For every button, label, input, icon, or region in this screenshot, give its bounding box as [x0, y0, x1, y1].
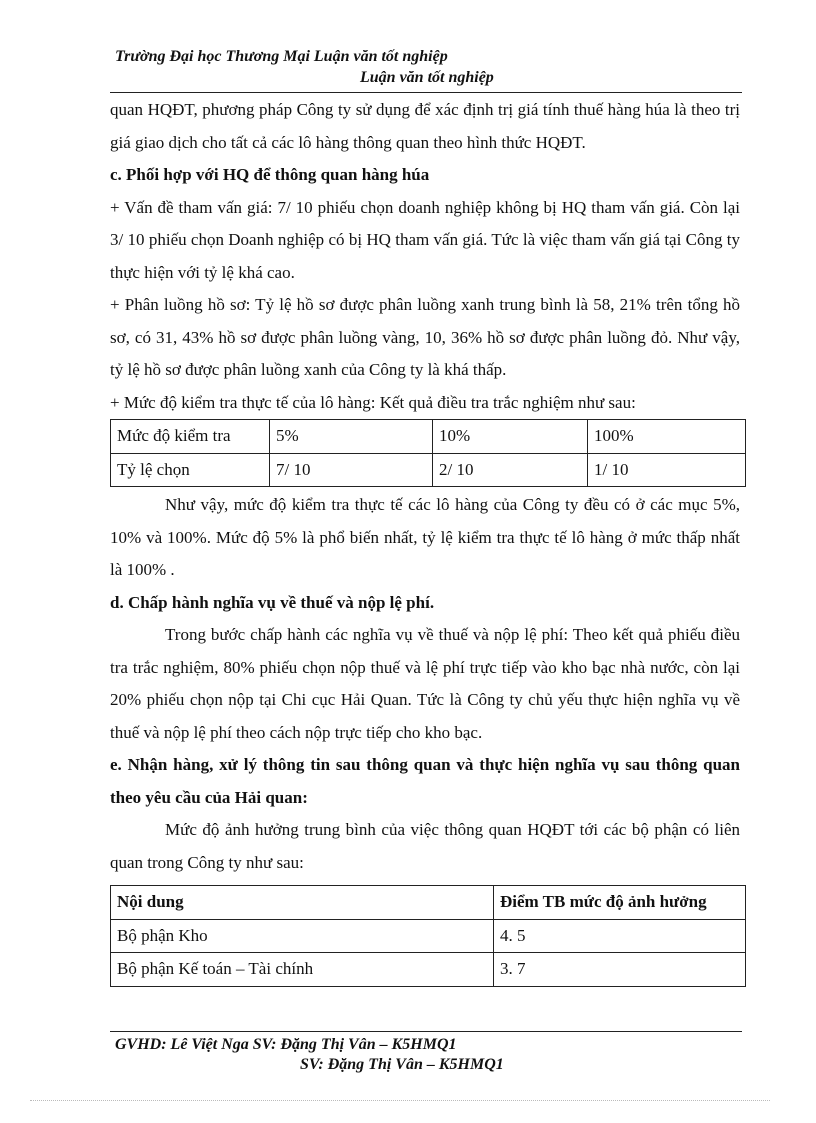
table-row	[111, 420, 746, 454]
page-bottom-divider	[30, 1100, 770, 1101]
impact-table	[110, 885, 746, 987]
paragraph-document-channeling: + Phân luồng hồ sơ: Tỷ lệ hồ sơ được phân luồng xanh trung bình là 58, 21% trên tổng hồ sơ, có 31, 43% hồ sơ được phân luồng vàng, 10, 36% hồ sơ được phân luồng đỏ. Như vậy, tỷ lệ hồ sơ được phân luồng xanh của Công ty là khá thấp.	[110, 295, 740, 379]
table-cell: 2/ 10	[433, 453, 588, 487]
header-thesis-title: Luận văn tốt nghiệp	[360, 69, 494, 86]
table-cell: Bộ phận Kế toán – Tài chính	[111, 953, 494, 987]
paragraph-price-consultation: + Vấn đề tham vấn giá: 7/ 10 phiếu chọn doanh nghiệp không bị HQ tham vấn giá. Còn lại 3/ 10 phiếu chọn Doanh nghiệp có bị HQ tham vấn giá. Tức là việc tham vấn giá tại Công ty thực hiện với tỷ lệ khá cao.	[110, 197, 740, 282]
paragraph-inspection-level: + Mức độ kiểm tra thực tế của lô hàng: Kết quả điều tra trắc nghiệm như sau:	[110, 392, 636, 412]
table-header-cell: Nội dung	[111, 886, 494, 920]
inspection-level-table	[110, 419, 746, 487]
table-cell: 10%	[433, 420, 588, 454]
table-cell: 100%	[588, 420, 746, 454]
footer-advisor-student: GVHD: Lê Việt Nga SV: Đặng Thị Vân – K5HMQ1	[115, 1036, 457, 1053]
table-cell: 4. 5	[494, 919, 746, 953]
table-row	[111, 919, 746, 953]
table-cell: 1/ 10	[588, 453, 746, 487]
document-body	[110, 94, 740, 987]
heading-d: d. Chấp hành nghĩa vụ về thuế và nộp lệ phí.	[110, 592, 435, 612]
paragraph-tax-obligations: Trong bước chấp hành các nghĩa vụ về thuế và nộp lệ phí: Theo kết quả phiếu điều tra trắc nghiệm, 80% phiếu chọn nộp thuế và lệ phí trực tiếp vào kho bạc nhà nước, còn lại 20% phiếu chọn nộp tại Chi cục Hải Quan. Tức là Công ty chủ yếu thực hiện nghĩa vụ về thuế và nộp lệ phí theo cách nộp trực tiếp cho kho bạc.	[110, 625, 740, 742]
heading-e: e. Nhận hàng, xử lý thông tin sau thông quan và thực hiện nghĩa vụ sau thông quan theo yêu cầu của Hải quan:	[110, 755, 740, 807]
table-cell: Mức độ kiểm tra	[111, 420, 270, 454]
paragraph-inspection-conclusion: Như vậy, mức độ kiểm tra thực tế các lô hàng của Công ty đều có ở các mục 5%, 10% và 100%. Mức độ 5% là phổ biến nhất, tỷ lệ kiểm tra thực tế lô hàng ở mức thấp nhất là 100% .	[110, 495, 740, 579]
table-cell: 5%	[270, 420, 433, 454]
footer-student: SV: Đặng Thị Vân – K5HMQ1	[300, 1056, 504, 1073]
table-cell: 3. 7	[494, 953, 746, 987]
table-cell: Tỷ lệ chọn	[111, 453, 270, 487]
footer-rule	[110, 1031, 742, 1032]
table-cell: Bộ phận Kho	[111, 919, 494, 953]
paragraph-valuation-method: quan HQĐT, phương pháp Công ty sử dụng để xác định trị giá tính thuế hàng húa là theo trị giá giao dịch cho tất cả các lô hàng thông quan theo hình thức HQĐT.	[110, 100, 740, 152]
header-school-title: Trường Đại học Thương Mại Luận văn tốt nghiệp	[115, 48, 448, 65]
table-header-cell: Điểm TB mức độ ảnh hưởng	[494, 886, 746, 920]
table-row	[111, 953, 746, 987]
paragraph-impact-intro: Mức độ ảnh hưởng trung bình của việc thông quan HQĐT tới các bộ phận có liên quan trong Công ty như sau:	[110, 820, 740, 872]
table-row	[111, 453, 746, 487]
heading-c: c. Phối hợp với HQ để thông quan hàng húa	[110, 165, 430, 184]
table-header-row	[111, 886, 746, 920]
table-cell: 7/ 10	[270, 453, 433, 487]
header-rule	[110, 92, 742, 93]
